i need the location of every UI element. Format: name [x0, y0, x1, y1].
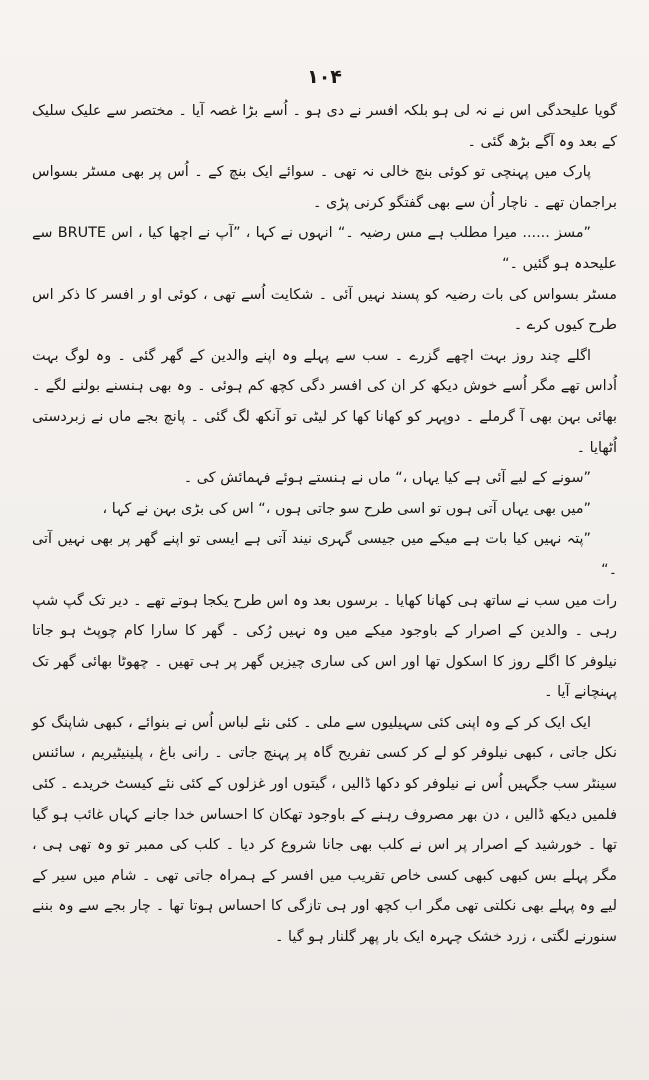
page-body — [32, 96, 617, 953]
paragraph: ”سونے کے لیے آئی ہے کیا یہاں ،“ ماں نے ہنستے ہوئے فہمائش کی ۔ — [183, 470, 591, 487]
paragraph: مسٹر بسواس کی بات رضیہ کو پسند نہیں آئی ۔ شکایت اُسے تھی ، کوئی او ر افسر کا ذکر اس طرح کیوں کرے ۔ — [32, 286, 617, 334]
paragraph: ایک ایک کر کے وہ اپنی کئی سہیلیوں سے ملی ۔ کئی نئے لباس اُس نے بنوائے ، کبھی شاپنگ کو نکل جاتی ، کبھی نیلوفر کو لے کر کسی تفریح گاہ پر پہنچ جاتی ۔ رانی باغ ، پلینیٹیریم ، سائنس سینٹر سب جگہیں اُس نے نیلوفر کو دکھا ڈالیں ، گیتوں اور غزلوں کے کئی نئے کیسٹ خریدے ۔ کئی فلمیں دیکھ ڈالیں ، دن بھر مصروف رہنے کے باوجود تھکان کا احساس خدا جانے کہاں غائب ہو گیا تھا ۔ خورشید کے اصرار پر اس نے کلب بھی جانا شروع کر دیا ۔ کلب کی ممبر تو وہ تھی ہی ، مگر پہلے بس کبھی کبھی کسی خاص تقریب میں افسر کے ہمراہ جاتی تھی ۔ شام میں سیر کے لیے وہ پہلے بھی نکلتی تھی مگر اب کچھ اور ہی تازگی کا احساس ہوتا تھا ۔ چار بجے سے وہ بننے سنورنے لگتی ، زرد خشک چہرہ ایک بار پھر گلنار ہو گیا ۔ — [32, 714, 617, 946]
paragraph: ”مسز ...... میرا مطلب ہے مس رضیہ ۔“ انہوں نے کہا ، ”آپ نے اچھا کیا ، اس BRUTE سے علیحدہ ہو گئیں ۔“ — [32, 225, 617, 272]
paragraph: پارک میں پہنچی تو کوئی بنچ خالی نہ تھی ۔ سوائے ایک بنچ کے ۔ اُس پر بھی مسٹر بسواس براجمان تھے ۔ ناچار اُن سے بھی گفتگو کرنی پڑی ۔ — [32, 164, 617, 211]
paragraph: رات میں سب نے ساتھ ہی کھانا کھایا ۔ برسوں بعد وہ اس طرح یکجا ہوتے تھے ۔ دیر تک گپ شپ رہی ۔ والدین کے اصرار کے باوجود میکے میں وہ نہیں رُکی ۔ گھر کا سارا کام چوپٹ ہو جاتا نیلوفر کا اگلے روز کا اسکول تھا اور اس کی ساری چیزیں گھر پر ہی تھیں ۔ چھوٹا بھائی گھر تک پہنچانے آیا ۔ — [32, 592, 617, 701]
paragraph: ”پتہ نہیں کیا بات ہے میکے میں جیسی گہری نیند آتی ہے ایسی تو اپنے گھر پر بھی نہیں آتی ۔“ — [32, 531, 617, 578]
paragraph: گویا علیحدگی اس نے نہ لی ہو بلکہ افسر نے دی ہو ۔ اُسے بڑا غصہ آیا ۔ مختصر سے علیک سلیک کے بعد وہ آگے بڑھ گئی ۔ — [32, 103, 617, 150]
paragraph: ”میں بھی یہاں آتی ہوں تو اسی طرح سو جاتی ہوں ،“ اس کی بڑی بہن نے کہا ، — [102, 500, 591, 517]
page-number: ۱۰۴ — [307, 66, 342, 88]
paragraph: اگلے چند روز بہت اچھے گزرے ۔ سب سے پہلے وہ اپنے والدین کے گھر گئی ۔ وہ لوگ بہت اُداس تھے مگر اُسے خوش دیکھ کر ان کی افسر دگی کچھ کم ہوئی ۔ وہ بھی ہنسنے بولنے لگے ۔ بھائی بہن بھی آ گرملے ۔ دوپہر کو کھانا کھا کر لیٹی تو آنکھ لگ گئی ۔ پانچ بجے ماں نے زبردستی اُٹھایا ۔ — [32, 347, 617, 456]
